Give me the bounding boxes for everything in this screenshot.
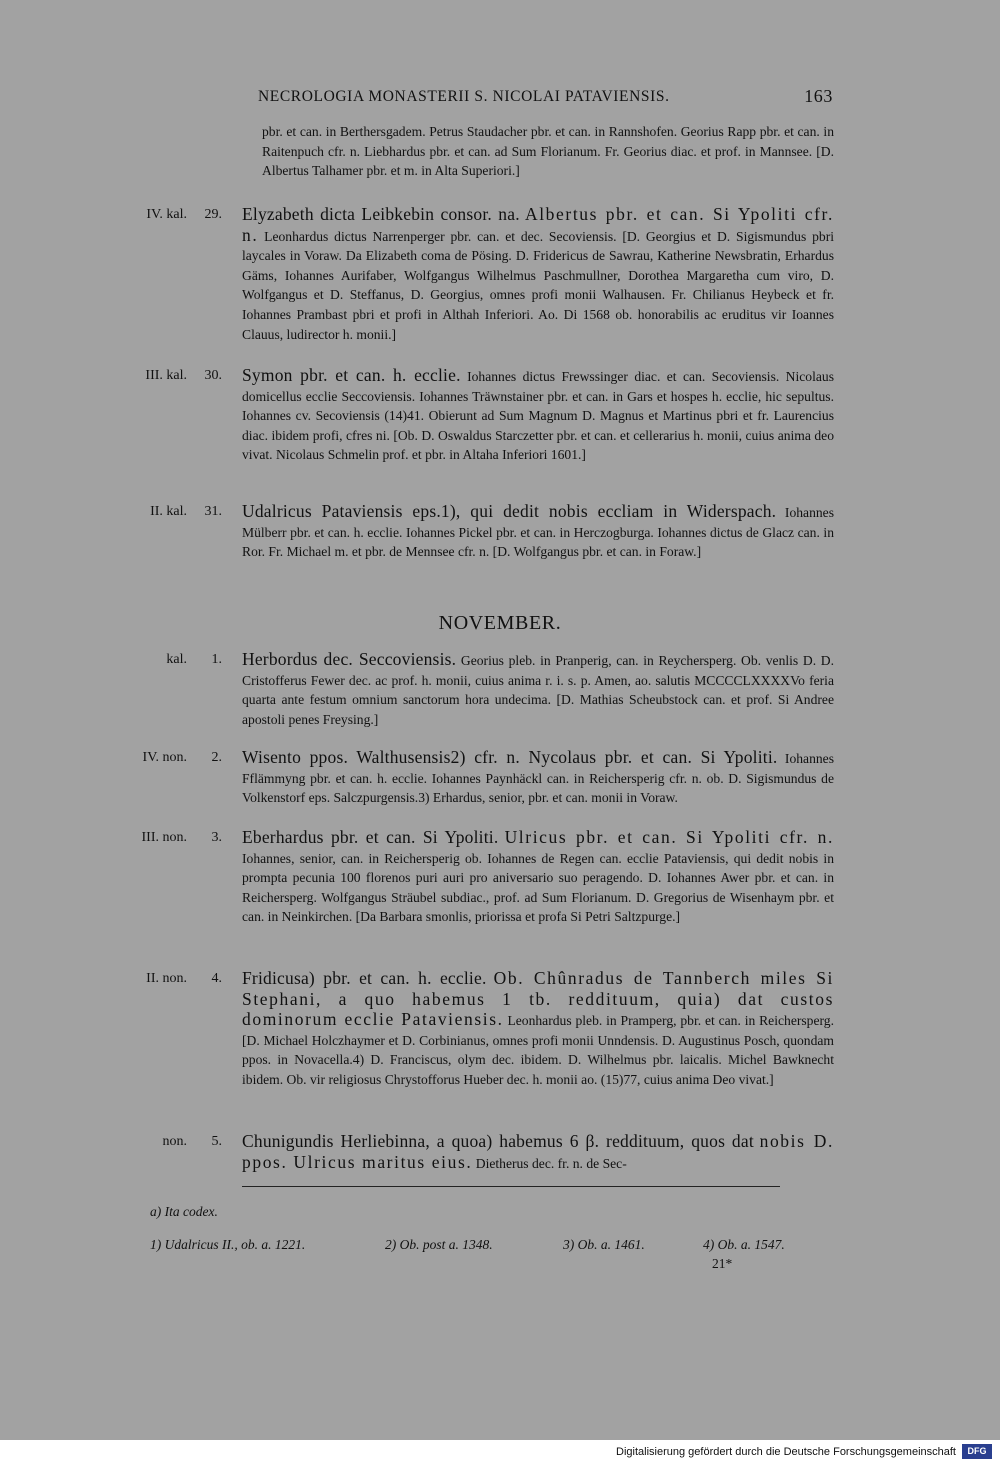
entry-spaced: Ulricus pbr. et can. Si Ypoliti cfr. n. bbox=[504, 827, 834, 847]
entry-body: Iohannes, senior, can. in Reichersperig ob. Iohannes de Regen can. ecclie Pataviensis, qui dedit nobis in prompta pecunia 100 florenos puri auri pro aniversario suo peragendo. D. Iohannes Awer pbr. et can. in Reichersperg. Wolfgangus Sträubel subdiac., prof. ad Sum Florianum. D. Gregorius de Wisenhaym pbr. et can. in Neinkirchen. [Da Barbara smonlis, priorissa et profa Si Petri Saltzpurge.] bbox=[242, 850, 834, 925]
entry-text bbox=[242, 969, 834, 1090]
entry-date: II. non. bbox=[146, 971, 187, 986]
page-number: 163 bbox=[804, 86, 833, 106]
entry-lead: Symon pbr. et can. h. ecclie. bbox=[242, 365, 461, 385]
entry-body: Leonhardus pleb. in Pramperg, pbr. et can. in Reichersperg. [D. Michael Holczhaymer et D. Corbinianus, omnes profi monii Unndensis. D. Augustinus Posch, quondam ppos. in Novacella.4) D. Franciscus, olym dec. ibidem. D. Wilhelmus pbr. laicalis. Michel Bawknecht ibidem. Ob. vir religiosus Chrystofforus Hueber dec. h. monii ao. (15)77, cuius anima Deo vivat.] bbox=[242, 1013, 834, 1087]
entry-body: Dietherus dec. fr. n. de Sec- bbox=[475, 1155, 627, 1171]
footnote-4: 4) Ob. a. 1547. bbox=[703, 1237, 785, 1252]
footnote-divider bbox=[242, 1186, 780, 1187]
footnote-1: 1) Udalricus II., ob. a. 1221. bbox=[150, 1237, 306, 1252]
running-title: NECROLOGIA MONASTERII S. NICOLAI PATAVIENSIS. bbox=[258, 88, 670, 105]
entry-day: 30. bbox=[204, 368, 222, 383]
dfg-logo-icon: DFG bbox=[962, 1444, 992, 1459]
entry-day: 1. bbox=[211, 652, 222, 667]
entry-day: 3. bbox=[211, 830, 222, 845]
entry-continuation bbox=[262, 122, 834, 181]
section-title: NOVEMBER. bbox=[438, 612, 562, 634]
footnote-a: a) Ita codex. bbox=[150, 1204, 218, 1219]
entry-body: Iohannes dictus Frewssinger diac. et can. Secoviensis. Nicolaus domicellus ecclie Seccoviensis. Iohannes Träwnstainer pbr. et can. in Gars et hospes h. ecclie, hic sepultus. Iohannes cv. Secoviensis (14)41. Obierunt ad Sum Magnum D. Magnus et Martinus pbri et fr. Laurencius diac. ibidem profi, cfres ni. [Ob. D. Oswaldus Starczetter pbr. et can. et cellerarius h. monii, cuius anima deo vivat. Nicolaus Schmelin prof. et pbr. in Altaha Inferiori 1601.] bbox=[242, 369, 834, 463]
entry-day: 4. bbox=[211, 971, 222, 986]
entry-text bbox=[242, 748, 834, 808]
entry-date: II. kal. bbox=[150, 504, 187, 519]
entry-lead: Udalricus Pataviensis eps.1), qui dedit nobis eccliam in Widerspach. bbox=[242, 501, 777, 521]
entry-lead: Chunigundis Herliebinna, a quoa) habemus 6 β. reddituum, quos dat bbox=[242, 1131, 754, 1151]
entry-body: Leonhardus dictus Narrenperger pbr. can. et dec. Secoviensis. [D. Georgius et D. Sigismundus pbri laycales in Voraw. Da Elizabeth coma de Pösing. D. Fridericus de Sawrau, Katherine Newsbratin, Erhardus Gäms, Iohannes Aurifaber, Wolfgangus Wilhelmus Paschmullner, Dorothea Margaretha cum viro, D. Wolfgangus et D. Steffanus, D. Georgius, omnes profi monii Walhausen. Fr. Chilianus Heybeck et fr. Iohannes Prambast pbri et profi in Althah Inferiori. Ao. Di 1568 ob. honorabilis ac eruditus vir Ioannes Clauus, ludirector h. monii.] bbox=[242, 228, 834, 342]
entry-spaced: Albertus pbr. et can. Si Ypoliti cfr. n. bbox=[242, 204, 834, 245]
entry-lead: Herbordus dec. Seccoviensis. bbox=[242, 649, 457, 669]
entry-text bbox=[242, 1132, 834, 1173]
entry-day: 31. bbox=[204, 504, 222, 519]
entry-date: IV. kal. bbox=[146, 207, 187, 222]
entry-body: Georius pleb. in Pranperig, can. in Reychersperg. Ob. venlis D. D. Cristofferus Fewer dec. ac prof. h. monii, cuius anima r. i. s. p. Amen, ao. salutis MCCCCLXXXXVo feria quarta ante festum omnium sanctorum hora undecima. [D. Mathias Scheubstock can. et prof. Si Andree apostoli penes Freysing.] bbox=[242, 653, 834, 727]
entry-text bbox=[242, 205, 834, 344]
entry-day: 5. bbox=[211, 1134, 222, 1149]
entry-date: III. non. bbox=[141, 830, 187, 845]
entry-lead: Fridicusa) pbr. et can. h. ecclie. bbox=[242, 968, 487, 988]
entry-lead: Elyzabeth dicta Leibkebin consor. na. bbox=[242, 204, 520, 224]
entry-spaced: Ob. Chûnradus de Tannberch miles Si Stephani, a quo habemus 1 tb. reddituum, quia) dat custos dominorum ecclie Pataviensis. bbox=[242, 968, 835, 1030]
printer-signature: 21* bbox=[712, 1256, 733, 1271]
entry-date: non. bbox=[162, 1134, 187, 1149]
entry-lead: Wisento ppos. Walthusensis2) cfr. n. Nycolaus pbr. et can. Si Ypoliti. bbox=[242, 747, 778, 767]
entry-text bbox=[242, 502, 834, 562]
entry-lead: Eberhardus pbr. et can. Si Ypoliti. bbox=[242, 827, 499, 847]
entry-text bbox=[242, 828, 834, 927]
funding-credit: Digitalisierung gefördert durch die Deutsche Forschungsgemeinschaft bbox=[616, 1446, 956, 1458]
entry-spaced: nobis D. ppos. Ulricus maritus eius. bbox=[242, 1131, 834, 1172]
entry-text bbox=[242, 366, 834, 465]
running-header bbox=[258, 88, 833, 106]
entry-date: IV. non. bbox=[142, 750, 187, 765]
entry-day: 2. bbox=[211, 750, 222, 765]
entry-body: Iohannes Fflämmyng pbr. et can. h. ecclie. Iohannes Paynhäckl can. in Reichersperig cfr. n. ob. D. Sigismundus de Volkenstorf eps. Salczpurgensis.3) Erhardus, senior, pbr. et can. monii in Voraw. bbox=[242, 751, 834, 806]
entry-text bbox=[242, 650, 834, 729]
entry-text: pbr. et can. in Berthersgadem. Petrus Staudacher pbr. et can. in Rannshofen. Georius Rapp pbr. et can. in Raitenpuch cfr. n. Liebhardus pbr. et can. ad Sum Florianum. Fr. Georius diac. et prof. in Mannsee. [D. Albertus Talhamer pbr. et m. in Alta Superiori.] bbox=[262, 124, 834, 179]
entry-date: III. kal. bbox=[145, 368, 187, 383]
footnote-2: 2) Ob. post a. 1348. bbox=[385, 1237, 493, 1252]
entry-date: kal. bbox=[166, 652, 187, 667]
entry-body: Iohannes Mülberr pbr. et can. h. ecclie. Iohannes Pickel pbr. et can. in Herczogburga. Iohannes dictus de Glacz can. in Ror. Fr. Michael m. et pbr. de Mennsee cfr. n. [D. Wolfgangus pbr. et can. in Foraw.] bbox=[242, 505, 834, 560]
footnote-3: 3) Ob. a. 1461. bbox=[563, 1237, 645, 1252]
digitization-footer bbox=[0, 1440, 1000, 1464]
entry-day: 29. bbox=[204, 207, 222, 222]
